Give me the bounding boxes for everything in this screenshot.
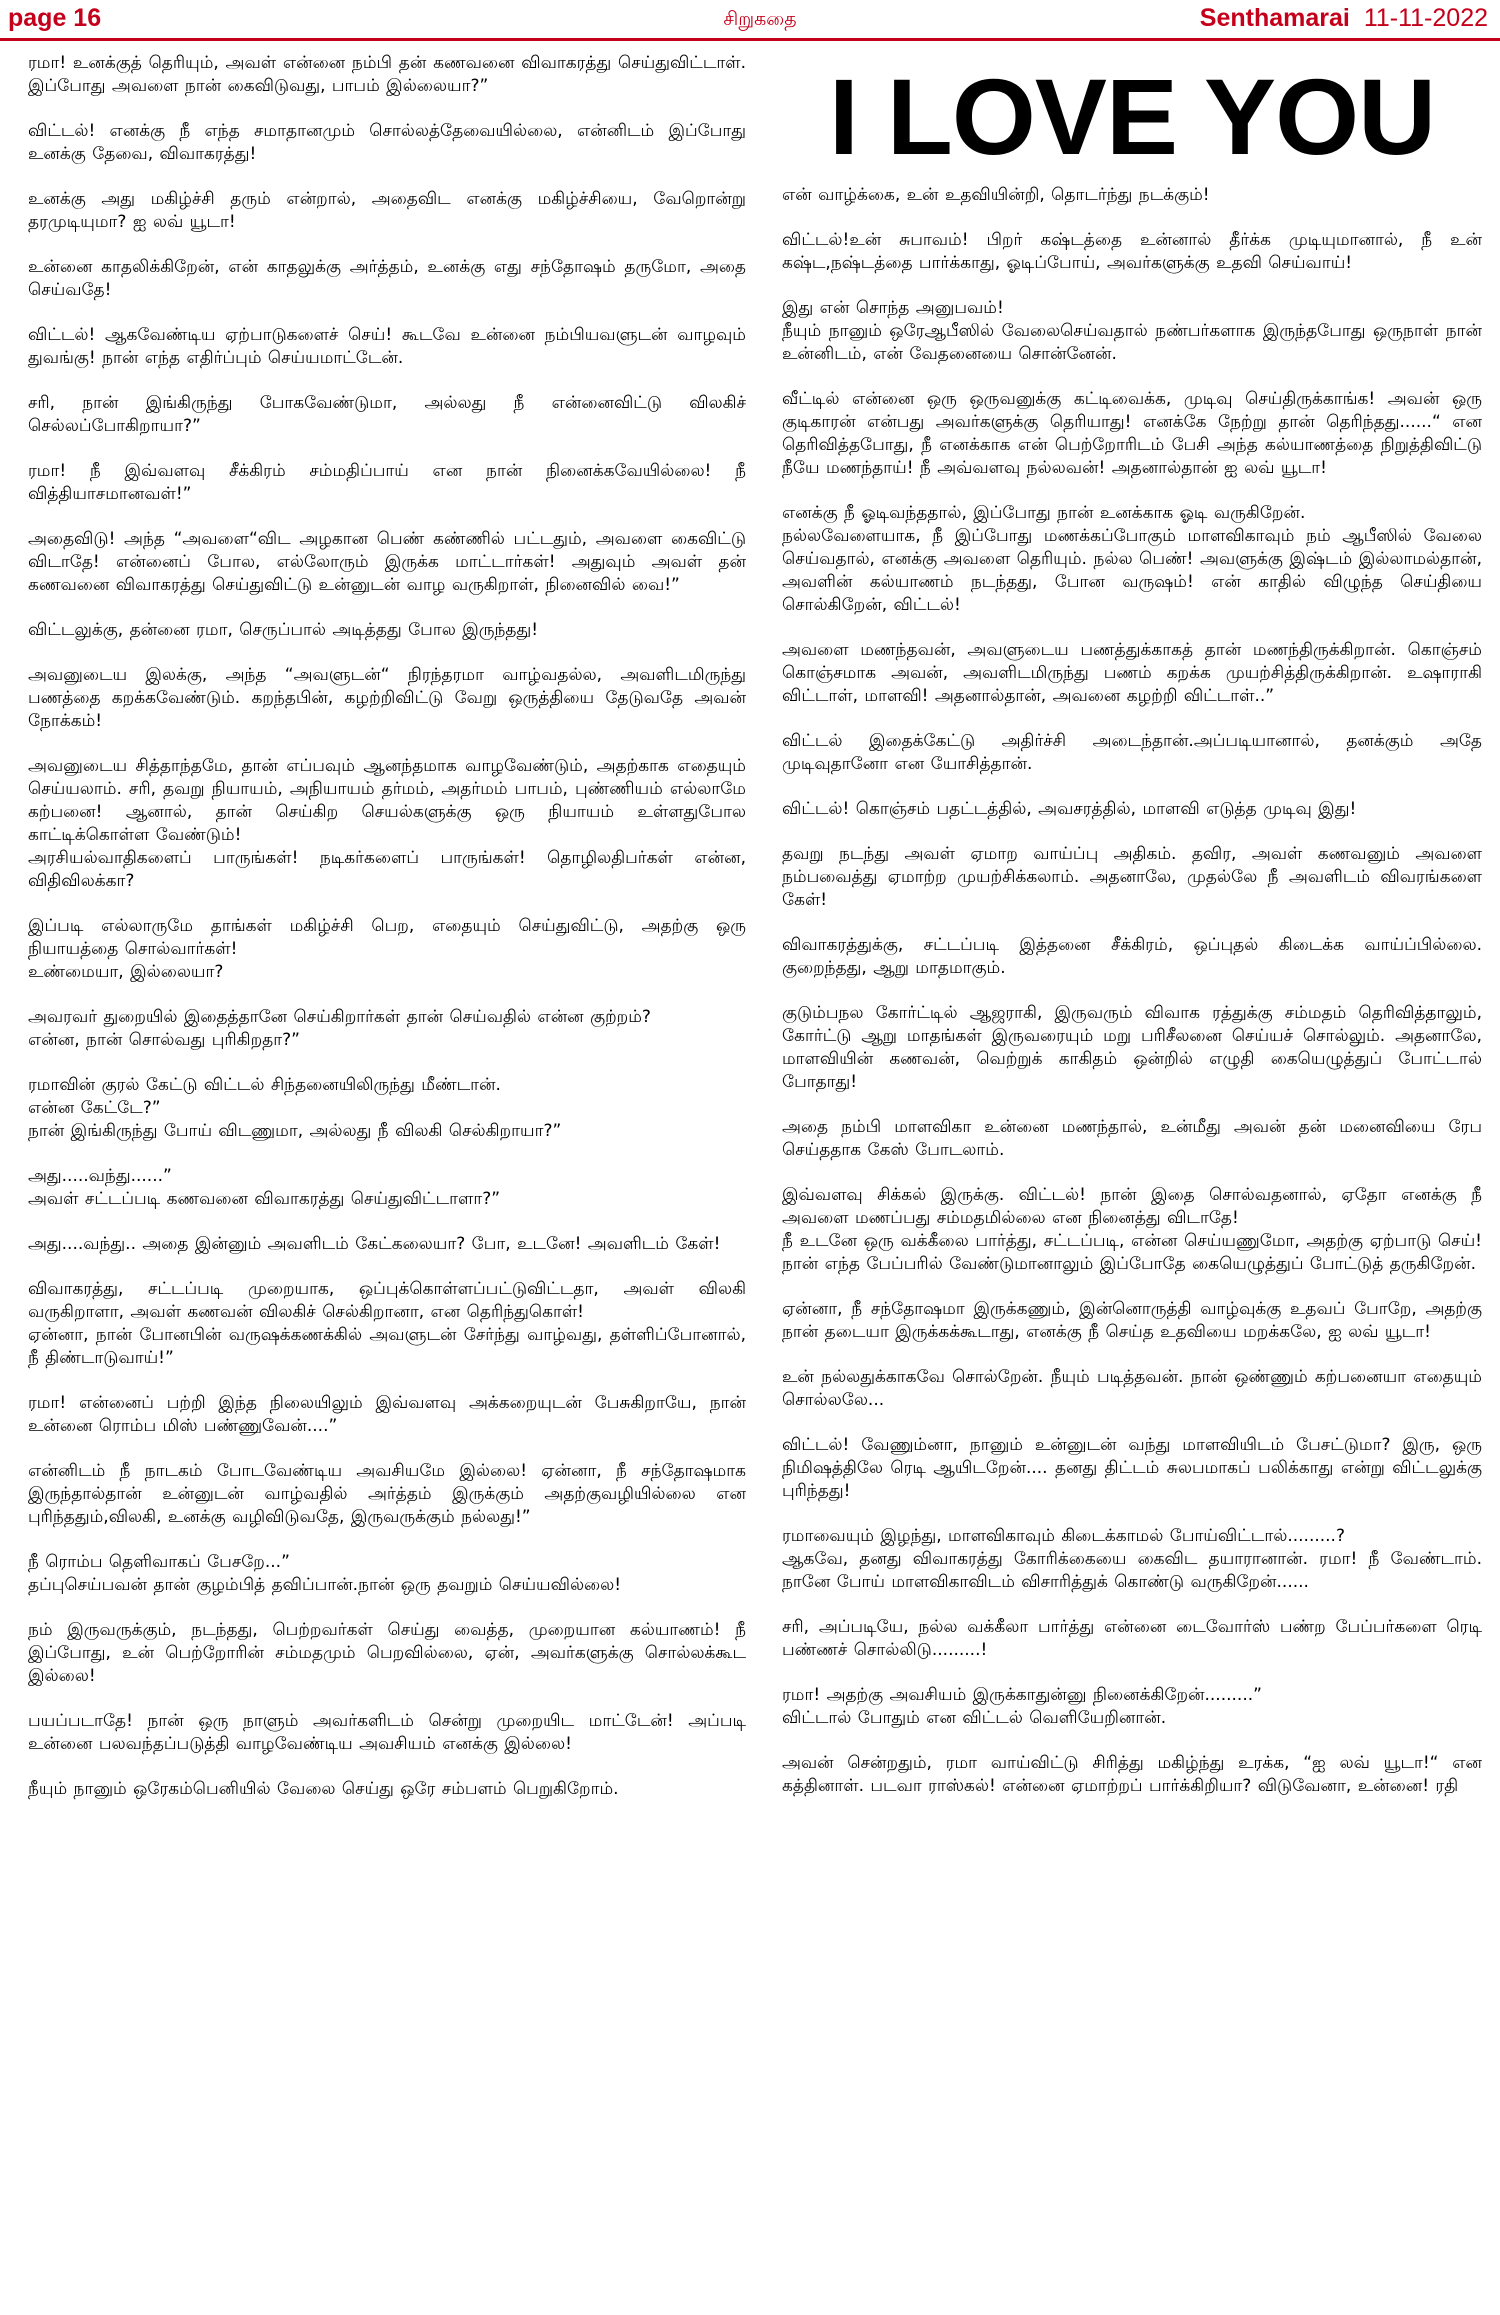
paragraph: விட்டல் இதைக்கேட்டு அதிர்ச்சி அடைந்தான்.அப்படியானால், தனக்கும் அதே முடிவுதானோ என யோசித்தான். (782, 731, 1482, 774)
paragraph: விவாகரத்துக்கு, சட்டப்படி இத்தனை சீக்கிரம், ஒப்புதல் கிடைக்க வாய்ப்பில்லை. குறைந்தது, ஆறு மாதமாகும். (782, 935, 1482, 978)
paragraph: இவ்வளவு சிக்கல் இருக்கு. விட்டல்! நான் இதை சொல்வதனால், ஏதோ எனக்கு நீ அவளை மணப்பது சம்மதமில்லை என நினைத்து விடாதே! நீ உடனே ஒரு வக்கீலை பார்த்து, சட்டப்படி, என்ன செய்யணுமோ, அதற்கு ஏற்பாடு செய்! நான் எந்த பேப்பரில் வேண்டுமானாலும் இப்போதே கையெழுத்துப் போட்டுத் தருகிறேன். (782, 1185, 1482, 1274)
paragraph: ஏன்னா, நீ சந்தோஷமா இருக்கணும், இன்னொருத்தி வாழ்வுக்கு உதவப் போறே, அதற்கு நான் தடையா இருக்கக்கூடாது, எனக்கு நீ செய்த உதவியை மறக்கலே, ஐ லவ் யூடா! (782, 1299, 1482, 1342)
paragraph: அவன் சென்றதும், ரமா வாய்விட்டு சிரித்து மகிழ்ந்து உரக்க, “ஐ லவ் யூடா!“ என கத்தினாள். படவா ராஸ்கல்! என்னை ஏமாற்றப் பார்க்கிறியா? விடுவேனா, உன்னை! ரதி (782, 1753, 1482, 1796)
paragraph: சரி, அப்படியே, நல்ல வக்கீலா பார்த்து என்னை டைவோர்ஸ் பண்ற பேப்பர்களை ரெடி பண்ணச் சொல்லிடு.........! (782, 1617, 1482, 1660)
page-number: page 16 (8, 4, 102, 32)
paragraph: நம் இருவருக்கும், நடந்தது, பெற்றவர்கள் செய்து வைத்த, முறையான கல்யாணம்! நீ இப்போது, உன் பெற்றோரின் சம்மதமும் பெறவில்லை, ஏன், அவர்களுக்கு சொல்லக்கூட இல்லை! (28, 1620, 746, 1686)
paragraph: பயப்படாதே! நான் ஒரு நாளும் அவர்களிடம் சென்று முறையிட மாட்டேன்! அப்படி உன்னை பலவந்தப்படுத்தி வாழவேண்டிய அவசியம் எனக்கு இல்லை! (28, 1711, 746, 1754)
story-title: I LOVE YOU (828, 56, 1436, 177)
paragraph: வீட்டில் என்னை ஒரு ஒருவனுக்கு கட்டிவைக்க, முடிவு செய்திருக்காங்க! அவன் ஒரு குடிகாரன் என்பது அவர்களுக்கு தெரியாது! எனக்கே நேற்று தான் தெரிந்தது......“ என தெரிவித்தபோது, நீ எனக்காக என் பெற்றோரிடம் பேசி அந்த கல்யாணத்தை நிறுத்திவிட்டு நீயே மணந்தாய்! நீ அவ்வளவு நல்லவன்! அதனால்தான் ஐ லவ் யூடா! (782, 389, 1482, 478)
paragraph: என்னிடம் நீ நாடகம் போடவேண்டிய அவசியமே இல்லை! ஏன்னா, நீ சந்தோஷமாக இருந்தால்தான் உன்னுடன் வாழ்வதில் அர்த்தம் இருக்கும் அதற்குவழியில்லை என புரிந்ததும்,விலகி, உனக்கு வழிவிடுவதே, இருவருக்கும் நல்லது!” (28, 1461, 746, 1527)
paragraph: ரமா! நீ இவ்வளவு சீக்கிரம் சம்மதிப்பாய் என நான் நினைக்கவேயில்லை! நீ வித்தியாசமானவள்!” (28, 461, 746, 504)
paragraph: அவனுடைய சித்தாந்தமே, தான் எப்பவும் ஆனந்தமாக வாழவேண்டும், அதற்காக எதையும் செய்யலாம். சரி, தவறு நியாயம், அநியாயம் தர்மம், அதர்மம் பாபம், புண்ணியம் எல்லாமே கற்பனை! ஆனால், தான் செய்கிற செயல்களுக்கு ஒரு நியாயம் உள்ளதுபோல காட்டிக்கொள்ள வேண்டும்! அரசியல்வாதிகளைப் பாருங்கள்! நடிகர்களைப் பாருங்கள்! தொழிலதிபர்கள் என்ன, விதிவிலக்கா? (28, 756, 746, 891)
paragraph: விட்டலுக்கு, தன்னை ரமா, செருப்பால் அடித்தது போல இருந்தது! (28, 620, 539, 640)
paragraph: விட்டல்! வேணும்னா, நானும் உன்னுடன் வந்து மாளவியிடம் பேசட்டுமா? இரு, ஒரு நிமிஷத்திலே ரெடி ஆயிடறேன்.... தனது திட்டம் சுலபமாகப் பலிக்காது என்று விட்டலுக்கு புரிந்தது! (782, 1435, 1482, 1501)
paragraph: அது.....வந்து......” அவள் சட்டப்படி கணவனை விவாகரத்து செய்துவிட்டாளா?” (28, 1166, 501, 1209)
paragraph: அவரவர் துறையில் இதைத்தானே செய்கிறார்கள் தான் செய்வதில் என்ன குற்றம்? என்ன, நான் சொல்வது புரிகிறதா?” (28, 1007, 651, 1050)
paragraph: இப்படி எல்லாருமே தாங்கள் மகிழ்ச்சி பெற, எதையும் செய்துவிட்டு, அதற்கு ஒரு நியாயத்தை சொல்வார்கள்! உண்மையா, இல்லையா? (28, 916, 746, 982)
paragraph: அவனுடைய இலக்கு, அந்த “அவளுடன்“ நிரந்தரமா வாழ்வதல்ல, அவளிடமிருந்து பணத்தை கறக்கவேண்டும். கறந்தபின், கழற்றிவிட்டு வேறு ஒருத்தியை தேடுவதே அவன் நோக்கம்! (28, 665, 746, 731)
right-column (782, 184, 1482, 1820)
paragraph: விவாகரத்து, சட்டப்படி முறையாக, ஒப்புக்கொள்ளப்பட்டுவிட்டதா, அவள் விலகி வருகிறாளா, அவள் கணவன் விலகிச் செல்கிறானா, என தெரிந்துகொள்! ஏன்னா, நான் போனபின் வருஷக்கணக்கில் அவளுடன் சேர்ந்து வாழ்வது, தள்ளிப்போனால், நீ திண்டாடுவாய்!” (28, 1279, 746, 1368)
left-column (28, 52, 746, 1823)
paragraph: ரமாவையும் இழந்து, மாளவிகாவும் கிடைக்காமல் போய்விட்டால்.........? ஆகவே, தனது விவாகரத்து கோரிக்கையை கைவிட தயாரானான். ரமா! நீ வேண்டாம். நானே போய் மாளவிகாவிடம் விசாரித்துக் கொண்டு வருகிறேன்...... (782, 1526, 1482, 1592)
paragraph: விட்டல்! கொஞ்சம் பதட்டத்தில், அவசரத்தில், மாளவி எடுத்த முடிவு இது! (782, 799, 1357, 819)
paragraph: விட்டல்! ஆகவேண்டிய ஏற்பாடுகளைச் செய்! கூடவே உன்னை நம்பியவளுடன் வாழவும் துவங்கு! நான் எந்த எதிர்ப்பும் செய்யமாட்டேன். (28, 325, 746, 368)
publication-name: Senthamarai (1199, 4, 1350, 32)
paragraph: அது....வந்து.. அதை இன்னும் அவளிடம் கேட்கலையா? போ, உடனே! அவளிடம் கேள்! (28, 1234, 721, 1254)
paragraph: குடும்பநல கோர்ட்டில் ஆஜராகி, இருவரும் விவாக ரத்துக்கு சம்மதம் தெரிவித்தாலும், கோர்ட்டு ஆறு மாதங்கள் இருவரையும் மறு பரிசீலனை செய்யச் சொல்லும். அதனாலே, மாளவியின் கணவன், வெற்றுக் காகிதம் ஒன்றில் எழுதி கையெழுத்துப் போட்டால் போதாது! (782, 1003, 1482, 1092)
paragraph: அவளை மணந்தவன், அவளுடைய பணத்துக்காகத் தான் மணந்திருக்கிறான். கொஞ்சம் கொஞ்சமாக அவன், அவளிடமிருந்து பணம் கறக்க முயற்சித்திருக்கிறான். உஷாராகி விட்டாள், மாளவி! அதனால்தான், அவனை கழற்றி விட்டாள்..” (782, 640, 1482, 706)
paragraph: நீ ரொம்ப தெளிவாகப் பேசறே...” தப்புசெய்பவன் தான் குழம்பித் தவிப்பான்.நான் ஒரு தவறும் செய்யவில்லை! (28, 1552, 622, 1595)
paragraph: உன்னை காதலிக்கிறேன், என் காதலுக்கு அர்த்தம், உனக்கு எது சந்தோஷம் தருமோ, அதை செய்வதே! (28, 257, 746, 300)
section-label: சிறுகதை (723, 8, 797, 30)
paragraph: என் வாழ்க்கை, உன் உதவியின்றி, தொடர்ந்து நடக்கும்! (782, 185, 1210, 205)
paragraph: ரமா! உனக்குத் தெரியும், அவள் என்னை நம்பி தன் கணவனை விவாகரத்து செய்துவிட்டாள். இப்போது அவளை நான் கைவிடுவது, பாபம் இல்லையா?” (28, 53, 746, 96)
paragraph: விட்டல்!உன் சுபாவம்! பிறர் கஷ்டத்தை உன்னால் தீர்க்க முடியுமானால், நீ உன் கஷ்ட,நஷ்டத்தை பார்க்காது, ஓடிப்போய், அவர்களுக்கு உதவி செய்வாய்! (782, 230, 1482, 273)
paragraph: உன் நல்லதுக்காகவே சொல்றேன். நீயும் படித்தவன். நான் ஒண்ணும் கற்பனையா எதையும் சொல்லலே... (782, 1367, 1482, 1410)
paragraph: இது என் சொந்த அனுபவம்! நீயும் நானும் ஒரேஆபீஸில் வேலைசெய்வதால் நண்பர்களாக இருந்தபோது ஒருநாள் நான் உன்னிடம், என் வேதனையை சொன்னேன். (782, 298, 1482, 364)
paragraph: உனக்கு அது மகிழ்ச்சி தரும் என்றால், அதைவிட எனக்கு மகிழ்ச்சியை, வேறொன்று தரமுடியுமா? ஐ லவ் யூடா! (28, 189, 746, 232)
paragraph: எனக்கு நீ ஓடிவந்ததால், இப்போது நான் உனக்காக ஓடி வருகிறேன். நல்லவேளையாக, நீ இப்போது மணக்கப்போகும் மாளவிகாவும் நம் ஆபீஸில் வேலை செய்வதால், எனக்கு அவளை தெரியும். நல்ல பெண்! அவளுக்கு இஷ்டம் இல்லாமல்தான், அவளின் கல்யாணம் நடந்தது, போன வருஷம்! என் காதில் விழுந்த செய்தியை சொல்கிறேன், விட்டல்! (782, 503, 1482, 615)
paragraph: தவறு நடந்து அவள் ஏமாற வாய்ப்பு அதிகம். தவிர, அவள் கணவனும் அவளை நம்பவைத்து ஏமாற்ற முயற்சிக்கலாம். அதனாலே, முதல்லே நீ அவளிடம் விவரங்களை கேள்! (782, 844, 1482, 910)
issue-date: 11-11-2022 (1363, 4, 1488, 32)
paragraph: நீயும் நானும் ஒரேகம்பெனியில் வேலை செய்து ஒரே சம்பளம் பெறுகிறோம். (28, 1779, 619, 1799)
paragraph: அதை நம்பி மாளவிகா உன்னை மணந்தால், உன்மீது அவன் தன் மனைவியை ரேப செய்ததாக கேஸ் போடலாம். (782, 1117, 1482, 1160)
masthead (1200, 4, 1488, 33)
paragraph: ரமாவின் குரல் கேட்டு விட்டல் சிந்தனையிலிருந்து மீண்டான். என்ன கேட்டே?” நான் இங்கிருந்து போய் விடணுமா, அல்லது நீ விலகி செல்கிறாயா?” (28, 1075, 562, 1141)
page-header (0, 0, 1500, 41)
paragraph: அதைவிடு! அந்த “அவளை“விட அழகான பெண் கண்ணில் பட்டதும், அவளை கைவிட்டு விடாதே! என்னைப் போல, எல்லோரும் இருக்க மாட்டார்கள்! அதுவும் அவள் தன் கணவனை விவாகரத்து செய்துவிட்டு உன்னுடன் வாழ வருகிறாள், நினைவில் வை!” (28, 529, 746, 595)
paragraph: ரமா! அதற்கு அவசியம் இருக்காதுன்னு நினைக்கிறேன்.........” விட்டால் போதும் என விட்டல் வெளியேறினான். (782, 1685, 1262, 1728)
paragraph: ரமா! என்னைப் பற்றி இந்த நிலையிலும் இவ்வளவு அக்கறையுடன் பேசுகிறாயே, நான் உன்னை ரொம்ப மிஸ் பண்ணுவேன்....” (28, 1393, 746, 1436)
paragraph: சரி, நான் இங்கிருந்து போகவேண்டுமா, அல்லது நீ என்னைவிட்டு விலகிச் செல்லப்போகிறாயா?” (28, 393, 746, 436)
paragraph: விட்டல்! எனக்கு நீ எந்த சமாதானமும் சொல்லத்தேவையில்லை, என்னிடம் இப்போது உனக்கு தேவை, விவாகரத்து! (28, 121, 746, 164)
